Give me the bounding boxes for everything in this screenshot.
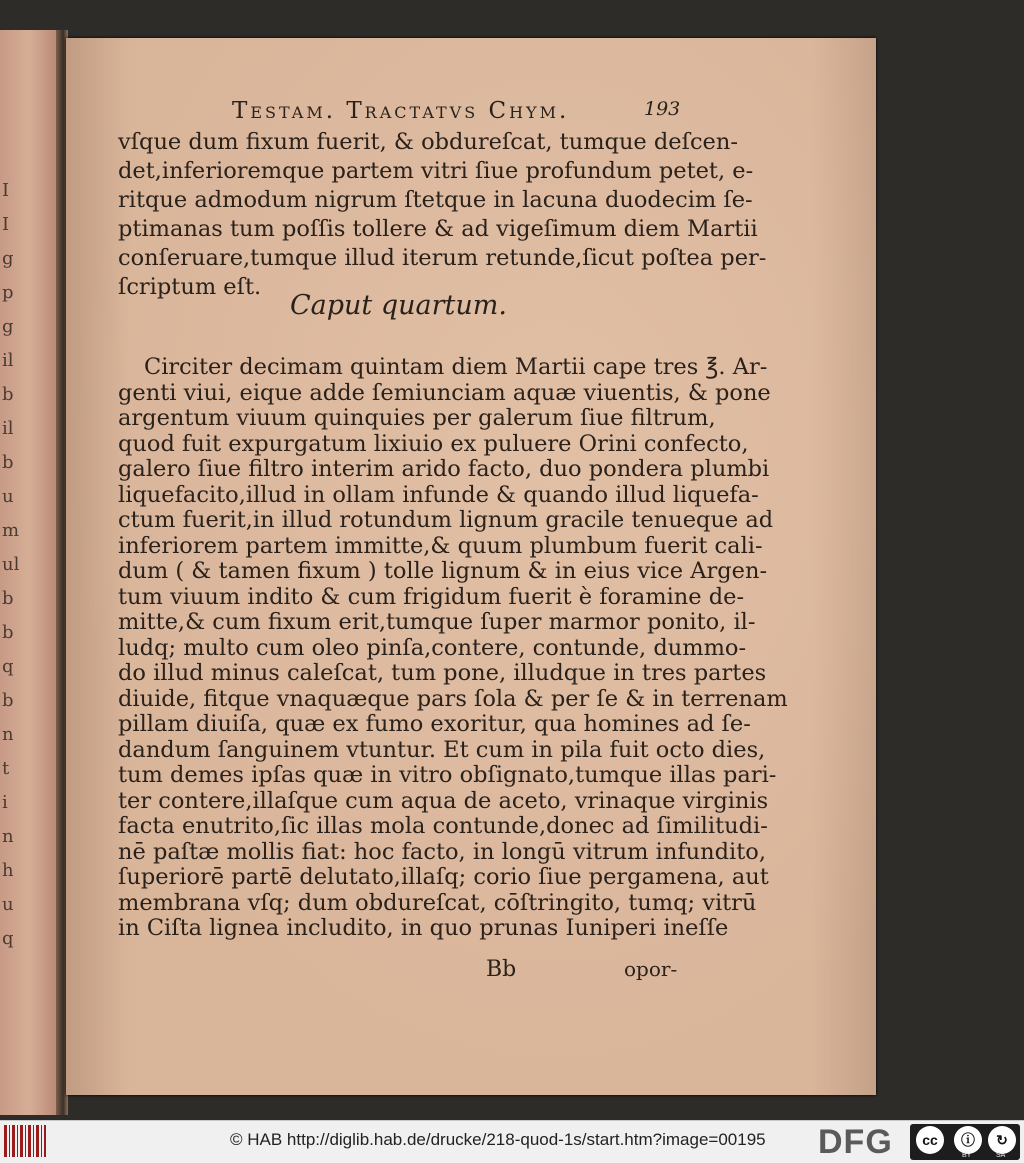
text-line: dandum ſanguinem vtuntur. Et cum in pila fuit octo dies, <box>118 736 766 763</box>
text-line: genti viui, eique adde ſemiunciam aquæ viuentis, & pone <box>118 379 771 406</box>
left-page-fragment: m <box>2 520 20 541</box>
left-page-fragment: b <box>2 622 14 643</box>
text-line: facta enutrito,ſic illas mola contunde,donec ad ſimilitudi- <box>118 813 768 839</box>
text-line: Circiter decimam quintam diem Martii cape tres ℥. Ar- <box>144 354 768 380</box>
text-line: tum viuum indito & cum frigidum fuerit è foramine de- <box>118 583 745 610</box>
text-line: membrana vſq; dum obdureſcat, cōſtringito, tumq; vitrū <box>118 889 757 916</box>
text-line: ritque admodum nigrum ſtetque in lacuna duodecim ſe- <box>118 187 753 213</box>
left-page-fragment: p <box>2 282 14 303</box>
text-line: mitte,& cum fixum erit,tumque ſuper marmor ponito, il- <box>118 609 756 635</box>
hab-logo-icon <box>4 1125 46 1157</box>
text-line: nē paſtæ mollis fiat: hoc facto, in longū vitrum infundito, <box>118 838 766 865</box>
chapter-heading: Caput quartum. <box>290 290 507 321</box>
left-page-fragment: b <box>2 588 14 609</box>
catchword: opor- <box>624 957 678 981</box>
sa-label: SA <box>996 1152 1006 1159</box>
running-head: Testam. Tractatvs Chym. <box>232 98 570 124</box>
share-alike-icon: ↻ <box>988 1126 1016 1154</box>
cc-icon: cc <box>916 1126 944 1154</box>
left-page-fragment: b <box>2 384 14 405</box>
left-page-fragment: I <box>2 214 10 235</box>
text-line: vſque dum fixum fuerit, & obdureſcat, tumque deſcen- <box>118 129 738 155</box>
dfg-logo: DFG <box>818 1123 893 1161</box>
cc-license-badge[interactable] <box>910 1124 1020 1160</box>
text-line: pillam diuiſa, quæ ex fumo exoritur, qua homines ad ſe- <box>118 711 751 737</box>
left-page-fragment: q <box>2 928 14 949</box>
left-page-fragment: il <box>2 418 14 439</box>
text-line: tum demes ipſas quæ in vitro obſignato,tumque illas pari- <box>118 762 777 788</box>
left-page-fragment: t <box>2 758 10 779</box>
text-line: conſeruare,tumque illud iterum retunde,ſicut poſtea per- <box>118 245 767 271</box>
left-page-fragment: n <box>2 826 14 847</box>
left-page-fragment: ul <box>2 554 20 575</box>
left-page-fragment: i <box>2 792 8 813</box>
text-line: det,inferioremque partem vitri ſiue profundum petet, e- <box>118 158 754 184</box>
text-line: in Ciſta lignea includito, in quo prunas Iuniperi ineſſe <box>118 915 729 941</box>
left-page-fragment: I <box>2 180 10 201</box>
text-line: galero ſiue filtro interim arido facto, duo pondera plumbi <box>118 456 770 482</box>
left-page-fragment: u <box>2 486 14 507</box>
signature-mark: Bb <box>486 957 517 982</box>
left-page-fragment: g <box>2 248 14 269</box>
viewer-footer <box>0 1120 1024 1163</box>
left-page-fragment: g <box>2 316 14 337</box>
left-page-fragment: h <box>2 860 14 881</box>
text-line: ptimanas tum poſſis tollere & ad vigeſimum diem Martii <box>118 216 758 242</box>
text-line: dum ( & tamen fixum ) tolle lignum & in eius vice Argen- <box>118 558 768 584</box>
text-line: ctum fuerit,in illud rotundum lignum gracile tenueque ad <box>118 507 774 533</box>
left-page-fragment: b <box>2 690 14 711</box>
text-line: inferiorem partem immitte,& quum plumbum fuerit cali- <box>118 532 763 559</box>
left-page-fragment: q <box>2 656 14 677</box>
left-page-fragment: b <box>2 452 14 473</box>
text-line: ter contere,illaſque cum aqua de aceto, vrinaque virginis <box>118 787 769 814</box>
by-label: BY <box>962 1152 972 1159</box>
text-line: ludq; multo cum oleo pinſa,contere, contunde, dummo- <box>118 634 747 661</box>
text-line: quod fuit expurgatum lixiuio ex puluere Orini confecto, <box>118 430 749 457</box>
text-line: do illud minus caleſcat, tum pone, illudque in tres partes <box>118 660 767 686</box>
text-line: liquefacito,illud in ollam infunde & quando illud liquefa- <box>118 481 759 508</box>
text-line: ſuperiorē partē delutato,illaſq; corio ſiue pergamena, aut <box>118 864 769 890</box>
left-page-fragment: n <box>2 724 14 745</box>
copyright-url[interactable]: © HAB http://diglib.hab.de/drucke/218-quod-1s/start.htm?image=00195 <box>230 1130 766 1149</box>
left-page-fragment: u <box>2 894 14 915</box>
attribution-icon: ⓘ <box>954 1126 982 1154</box>
text-line: diuide, fitque vnaquæque pars ſola & per ſe & in terrenam <box>118 685 788 712</box>
text-line: argentum viuum quinquies per galerum ſiue filtrum, <box>118 405 716 431</box>
text-line: ſcriptum eſt. <box>118 274 262 300</box>
page-number: 193 <box>644 98 681 120</box>
left-page-edge <box>0 30 58 1115</box>
left-page-fragment: il <box>2 350 14 371</box>
